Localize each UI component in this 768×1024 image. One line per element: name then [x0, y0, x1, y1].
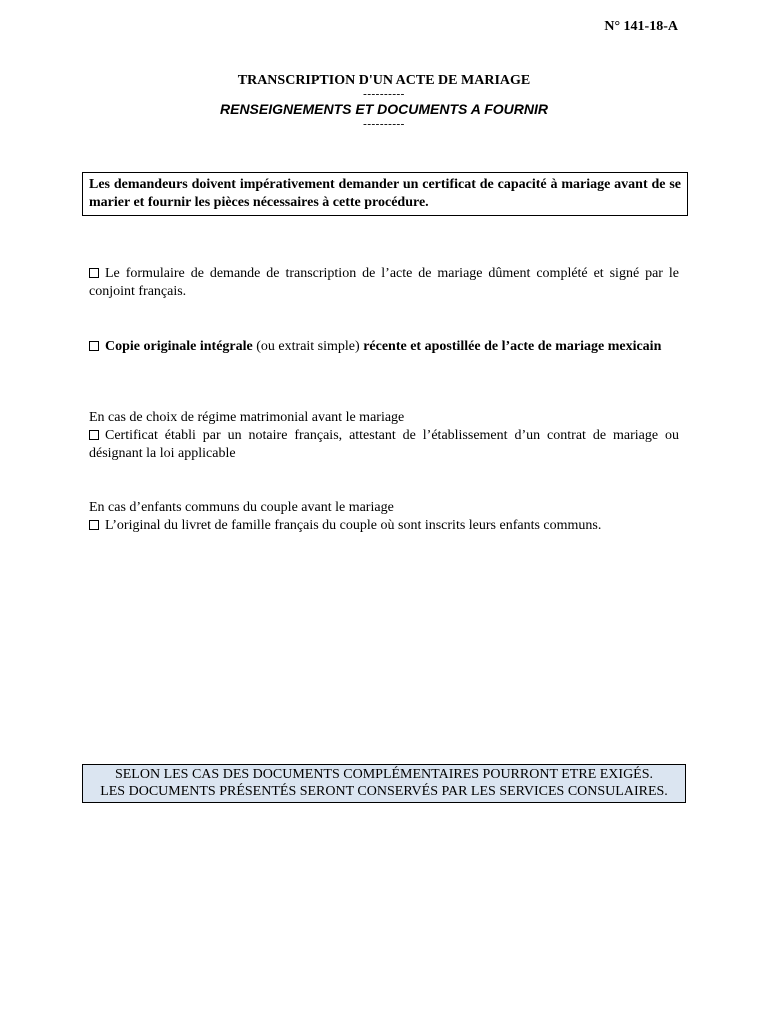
- list-item-children: [89, 517, 679, 535]
- title-separator-top: ----------: [363, 88, 405, 100]
- notice-box: Les demandeurs doivent impérativement demander un certificat de capacité à mariage avant de se marier et fournir les pièces nécessaires à cette procédure.: [82, 172, 688, 216]
- copy-text-bold-1: Copie originale intégrale: [105, 339, 253, 354]
- copy-text-normal: (ou extrait simple): [252, 339, 364, 354]
- children-item-text: L’original du livret de famille français du couple où sont inscrits leurs enfants communs.: [105, 518, 602, 533]
- reference-number: N° 141-18-A: [604, 19, 678, 34]
- footer-notice-box: [82, 764, 686, 803]
- title-separator-bottom: ----------: [363, 118, 405, 130]
- list-item-marriage-copy: [89, 338, 679, 356]
- list-item-regime: [89, 427, 679, 463]
- form-item-text: Le formulaire de demande de transcription de l’acte de mariage dûment complété et signé par le conjoint français.: [89, 266, 679, 299]
- document-subtitle: RENSEIGNEMENTS ET DOCUMENTS A FOURNIR: [220, 101, 548, 117]
- checkbox-icon: [89, 430, 99, 440]
- footer-line-1: SELON LES CAS DES DOCUMENTS COMPLÉMENTAIRES POURRONT ETRE EXIGÉS.: [114, 767, 654, 782]
- list-item-form: [89, 265, 679, 301]
- regime-item-text: Certificat établi par un notaire français, attestant de l’établissement d’un contrat de mariage ou désignant la loi applicable: [89, 428, 679, 461]
- checkbox-icon: [89, 268, 99, 278]
- checkbox-icon: [89, 341, 99, 351]
- children-heading: En cas d’enfants communs du couple avant le mariage: [89, 500, 394, 515]
- document-title: TRANSCRIPTION D'UN ACTE DE MARIAGE: [237, 73, 531, 88]
- title-block: [84, 72, 684, 130]
- copy-text-bold-2: récente et apostillée de l’acte de mariage mexicain: [363, 339, 662, 354]
- regime-heading: En cas de choix de régime matrimonial avant le mariage: [89, 410, 405, 425]
- footer-line-2: LES DOCUMENTS PRÉSENTÉS SERONT CONSERVÉS PAR LES SERVICES CONSULAIRES.: [100, 784, 668, 799]
- checkbox-icon: [89, 520, 99, 530]
